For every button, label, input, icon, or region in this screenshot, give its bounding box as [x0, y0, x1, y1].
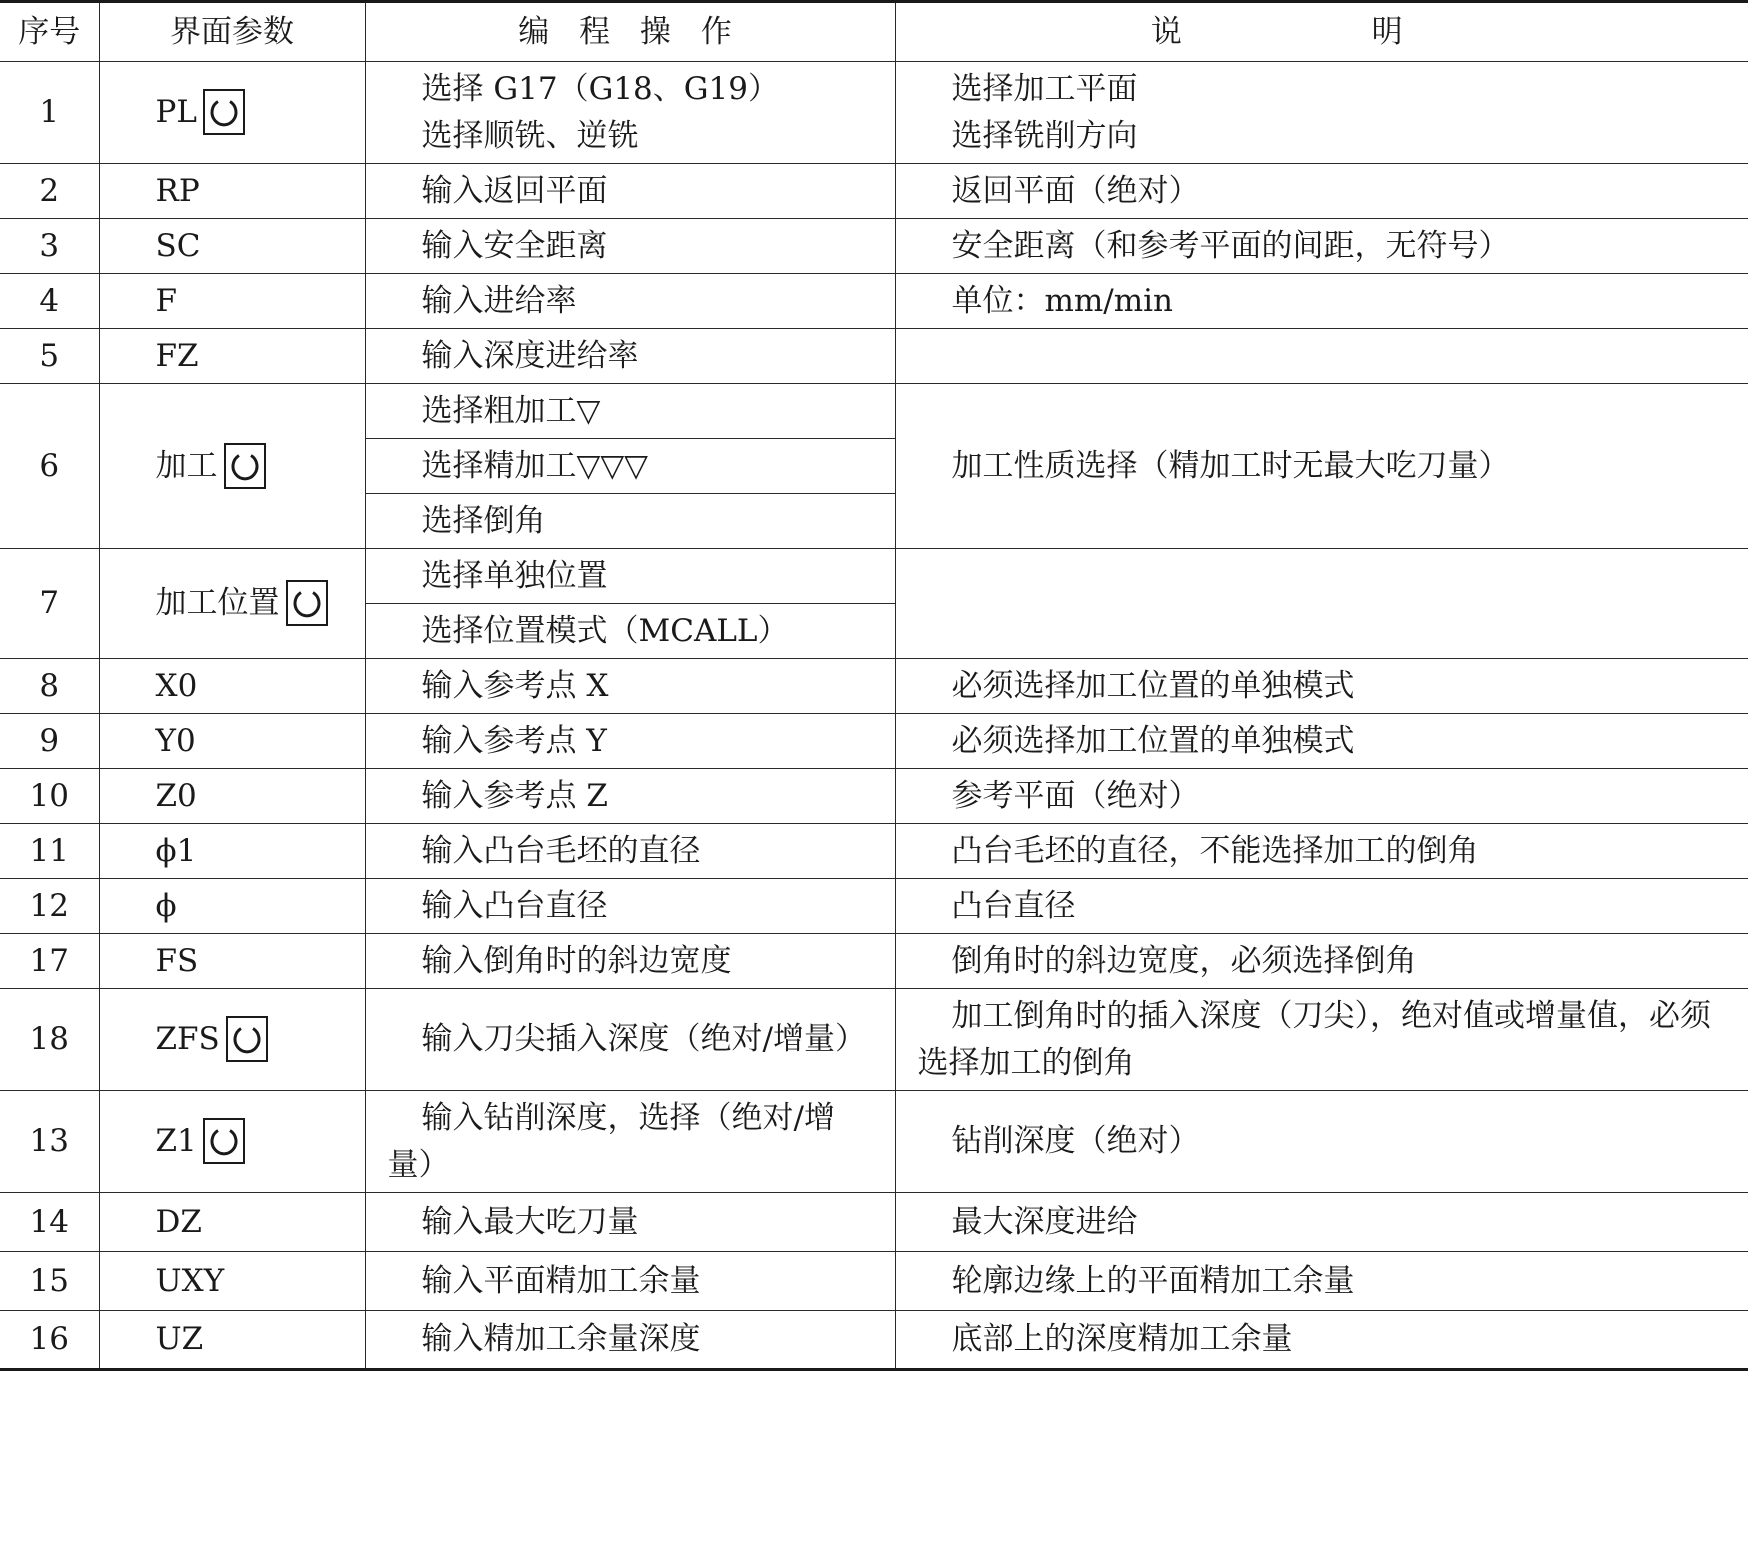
- row-op: 选择粗加工▽: [365, 384, 895, 439]
- table-row: [0, 329, 1748, 384]
- table-row: [0, 769, 1748, 824]
- row-num: 15: [0, 1252, 99, 1311]
- row-desc: 轮廓边缘上的平面精加工余量: [895, 1252, 1748, 1311]
- row-param: X0: [99, 659, 365, 714]
- row-param: Y0: [99, 714, 365, 769]
- row-op: 输入安全距离: [365, 219, 895, 274]
- row-param: RP: [99, 164, 365, 219]
- row-desc: 加工性质选择（精加工时无最大吃刀量）: [895, 384, 1748, 549]
- row-op: 选择精加工▽▽▽: [365, 439, 895, 494]
- header-param: 界面参数: [99, 2, 365, 62]
- row-desc: 单位：mm/min: [895, 274, 1748, 329]
- row-num: 16: [0, 1311, 99, 1370]
- row-op: 输入平面精加工余量: [365, 1252, 895, 1311]
- row-num: 2: [0, 164, 99, 219]
- cycle-toggle-icon[interactable]: [203, 89, 245, 135]
- table-row: [0, 549, 1748, 604]
- row-param: SC: [99, 219, 365, 274]
- cycle-toggle-icon[interactable]: [203, 1118, 245, 1164]
- table-row: [0, 219, 1748, 274]
- row-param: UZ: [99, 1311, 365, 1370]
- row-param: ϕ: [99, 879, 365, 934]
- row-num: 17: [0, 934, 99, 989]
- row-op: 输入参考点 Y: [365, 714, 895, 769]
- table-row: [0, 62, 1748, 164]
- row-param: [99, 989, 365, 1091]
- row-op: 输入参考点 X: [365, 659, 895, 714]
- row-op: 输入精加工余量深度: [365, 1311, 895, 1370]
- row-param: FS: [99, 934, 365, 989]
- row-desc: 凸台直径: [895, 879, 1748, 934]
- table-row: [0, 934, 1748, 989]
- table-row: [0, 384, 1748, 439]
- row-desc: 返回平面（绝对）: [895, 164, 1748, 219]
- row-num: 11: [0, 824, 99, 879]
- row-param: [99, 62, 365, 164]
- row-num: 10: [0, 769, 99, 824]
- row-op: 选择单独位置: [365, 549, 895, 604]
- row-desc: 最大深度进给: [895, 1193, 1748, 1252]
- row-desc: 安全距离（和参考平面的间距，无符号）: [895, 219, 1748, 274]
- row-num: 3: [0, 219, 99, 274]
- row-desc: [895, 62, 1748, 164]
- table-row: [0, 274, 1748, 329]
- param-label: Z1: [155, 1123, 197, 1160]
- row-op: 输入最大吃刀量: [365, 1193, 895, 1252]
- row-param: ϕ1: [99, 824, 365, 879]
- table-row: [0, 164, 1748, 219]
- row-param: [99, 1091, 365, 1193]
- row-num: 1: [0, 62, 99, 164]
- param-label: 加工位置: [155, 585, 280, 622]
- row-desc: 加工倒角时的插入深度（刀尖），绝对值或增量值，必须选择加工的倒角: [895, 989, 1748, 1091]
- row-op: [365, 62, 895, 164]
- table-row: [0, 714, 1748, 769]
- row-num: 9: [0, 714, 99, 769]
- table-row: [0, 879, 1748, 934]
- row-param: [99, 549, 365, 659]
- row-num: 12: [0, 879, 99, 934]
- row-param: F: [99, 274, 365, 329]
- header-desc: 说 明: [895, 2, 1748, 62]
- header-row: [0, 2, 1748, 62]
- table-row: [0, 989, 1748, 1091]
- row-op: 输入刀尖插入深度（绝对/增量）: [365, 989, 895, 1091]
- row-op: 输入倒角时的斜边宽度: [365, 934, 895, 989]
- table-row: [0, 1193, 1748, 1252]
- table-row: [0, 1091, 1748, 1193]
- row-desc: [895, 329, 1748, 384]
- row-param: Z0: [99, 769, 365, 824]
- row-op: 输入钻削深度，选择（绝对/增量）: [365, 1091, 895, 1193]
- row-param: [99, 384, 365, 549]
- row-param: DZ: [99, 1193, 365, 1252]
- row-desc: 倒角时的斜边宽度，必须选择倒角: [895, 934, 1748, 989]
- table-row: [0, 659, 1748, 714]
- row-num: 18: [0, 989, 99, 1091]
- header-op: 编 程 操 作: [365, 2, 895, 62]
- op-line: 选择 G17（G18、G19）: [421, 71, 779, 107]
- table-row: [0, 824, 1748, 879]
- table-row: [0, 1252, 1748, 1311]
- row-desc: 必须选择加工位置的单独模式: [895, 659, 1748, 714]
- row-param: FZ: [99, 329, 365, 384]
- row-num: 7: [0, 549, 99, 659]
- param-label: 加工: [155, 447, 218, 484]
- row-op: 输入返回平面: [365, 164, 895, 219]
- row-desc: 参考平面（绝对）: [895, 769, 1748, 824]
- row-desc: 必须选择加工位置的单独模式: [895, 714, 1748, 769]
- param-label: ZFS: [155, 1021, 220, 1058]
- row-op: 输入深度进给率: [365, 329, 895, 384]
- cycle-toggle-icon[interactable]: [226, 1016, 268, 1062]
- row-desc: [895, 549, 1748, 659]
- row-num: 14: [0, 1193, 99, 1252]
- row-desc: 钻削深度（绝对）: [895, 1091, 1748, 1193]
- row-num: 8: [0, 659, 99, 714]
- desc-line: 选择加工平面: [951, 71, 1138, 107]
- row-num: 4: [0, 274, 99, 329]
- table-row: [0, 1311, 1748, 1370]
- row-op: 输入进给率: [365, 274, 895, 329]
- row-op: 输入凸台毛坯的直径: [365, 824, 895, 879]
- row-desc: 底部上的深度精加工余量: [895, 1311, 1748, 1370]
- row-num: 13: [0, 1091, 99, 1193]
- row-desc: 凸台毛坯的直径，不能选择加工的倒角: [895, 824, 1748, 879]
- header-num: 序号: [0, 2, 99, 62]
- row-op: 输入参考点 Z: [365, 769, 895, 824]
- cycle-toggle-icon[interactable]: [224, 443, 266, 489]
- row-num: 6: [0, 384, 99, 549]
- row-op: 选择倒角: [365, 494, 895, 549]
- cycle-toggle-icon[interactable]: [286, 580, 328, 626]
- row-num: 5: [0, 329, 99, 384]
- row-param: UXY: [99, 1252, 365, 1311]
- row-op: 输入凸台直径: [365, 879, 895, 934]
- param-label: PL: [155, 94, 197, 131]
- op-line: 选择顺铣、逆铣: [421, 117, 639, 154]
- row-op: 选择位置模式（MCALL）: [365, 604, 895, 659]
- desc-line: 选择铣削方向: [951, 117, 1138, 154]
